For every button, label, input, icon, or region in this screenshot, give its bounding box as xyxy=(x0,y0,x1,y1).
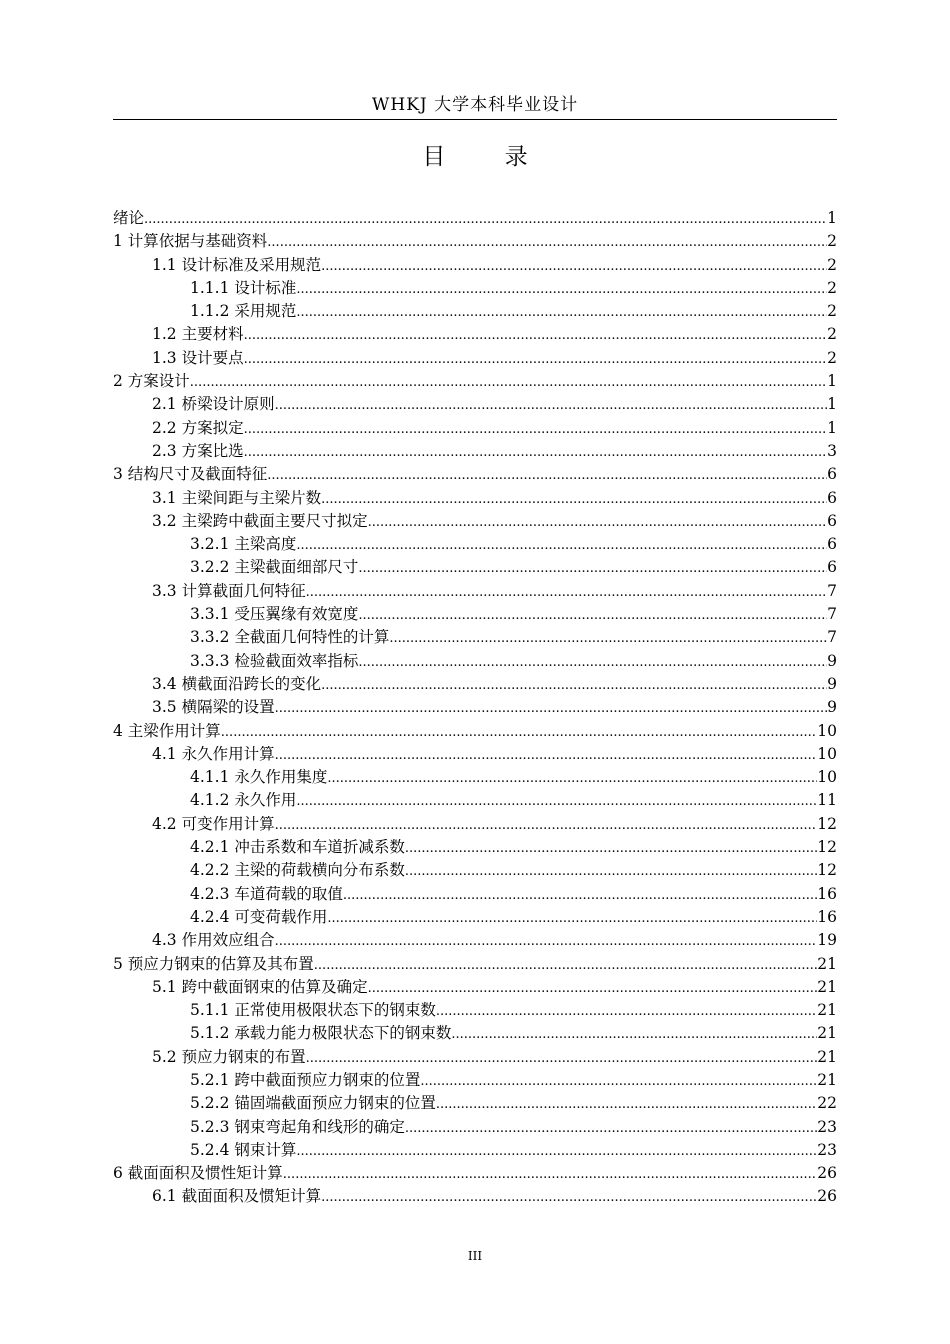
toc-entry-label: 4.2.1 冲击系数和车道折减系数 xyxy=(190,838,405,857)
toc-entry-label: 1.1.2 采用规范 xyxy=(190,302,297,321)
toc-entry-label: 5.1.2 承载力能力极限状态下的钢束数 xyxy=(190,1024,452,1043)
toc-dot-leader xyxy=(244,418,828,441)
toc-entry-label: 4.1 永久作用计算 xyxy=(152,744,275,763)
toc-entry-label: 3 结构尺寸及截面特征 xyxy=(113,465,268,484)
toc-entry-page: 23 xyxy=(817,1140,837,1159)
toc-entry[interactable] xyxy=(113,510,837,533)
toc-dot-leader xyxy=(405,837,817,860)
toc-entry[interactable] xyxy=(113,1069,837,1092)
toc-dot-leader xyxy=(306,1047,818,1070)
toc-entry[interactable] xyxy=(113,230,837,253)
toc-entry-label: 4.2.3 车道荷载的取值 xyxy=(190,884,343,903)
page-header: WHKJ 大学本科毕业设计 xyxy=(371,95,579,115)
toc-entry-page: 21 xyxy=(817,1047,837,1066)
toc-dot-leader xyxy=(296,790,817,813)
toc-dot-leader xyxy=(358,557,827,580)
toc-entry-label: 4 主梁作用计算 xyxy=(113,721,221,740)
toc-dot-leader xyxy=(275,394,828,417)
toc-entry-label: 4.2 可变作用计算 xyxy=(152,814,275,833)
toc-entry-page: 9 xyxy=(827,674,837,693)
toc-entry[interactable] xyxy=(113,277,837,300)
toc-entry[interactable] xyxy=(113,999,837,1022)
toc-entry-label: 5.2.3 钢束弯起角和线形的确定 xyxy=(190,1117,405,1136)
toc-entry-page: 6 xyxy=(827,535,837,554)
toc-entry-label: 3.5 横隔梁的设置 xyxy=(152,698,275,717)
toc-entry-page: 10 xyxy=(817,721,837,740)
toc-entry[interactable] xyxy=(113,347,837,370)
toc-entry[interactable] xyxy=(113,254,837,277)
toc-dot-leader xyxy=(283,1163,817,1186)
toc-entry[interactable] xyxy=(113,393,837,416)
toc-entry-page: 2 xyxy=(827,232,837,251)
toc-dot-leader xyxy=(296,278,827,301)
toc-entry-label: 3.2 主梁跨中截面主要尺寸拟定 xyxy=(152,511,368,530)
toc-entry-page: 6 xyxy=(827,465,837,484)
toc-entry[interactable] xyxy=(113,1092,837,1115)
toc-entry-page: 10 xyxy=(817,768,837,787)
toc-entry-label: 5.2.2 锚固端截面预应力钢束的位置 xyxy=(190,1094,436,1113)
toc-entry-page: 21 xyxy=(817,954,837,973)
toc-entry[interactable] xyxy=(113,953,837,976)
toc-entry-label: 4.1.1 永久作用集度 xyxy=(190,768,328,787)
toc-entry-label: 5.2.4 钢束计算 xyxy=(190,1140,297,1159)
toc-entry-label: 3.3.2 全截面几何特性的计算 xyxy=(190,628,390,647)
toc-title: 目 录 xyxy=(422,144,554,170)
toc-entry[interactable] xyxy=(113,906,837,929)
toc-dot-leader xyxy=(275,814,818,837)
toc-dot-leader xyxy=(221,721,817,744)
toc-entry[interactable] xyxy=(113,1185,837,1208)
toc-entry[interactable] xyxy=(113,1046,837,1069)
toc-entry[interactable] xyxy=(113,1162,837,1185)
toc-entry-page: 9 xyxy=(827,698,837,717)
toc-entry-page: 26 xyxy=(817,1164,837,1183)
toc-dot-leader xyxy=(314,954,817,977)
toc-entry-label: 1.1.1 设计标准 xyxy=(190,278,297,297)
toc-entry-page: 2 xyxy=(827,302,837,321)
toc-entry-label: 3.3.1 受压翼缘有效宽度 xyxy=(190,605,359,624)
toc-entry-page: 7 xyxy=(827,628,837,647)
toc-entry-label: 4.2.2 主梁的荷载横向分布系数 xyxy=(190,861,405,880)
toc-dot-leader xyxy=(343,884,817,907)
toc-entry[interactable] xyxy=(113,463,837,486)
toc-entry[interactable] xyxy=(113,580,837,603)
toc-dot-leader xyxy=(358,604,827,627)
toc-dot-leader xyxy=(321,488,827,511)
table-of-contents xyxy=(113,207,837,1209)
toc-entry-page: 2 xyxy=(827,325,837,344)
toc-entry-page: 16 xyxy=(817,884,837,903)
toc-dot-leader xyxy=(275,697,828,720)
toc-dot-leader xyxy=(321,674,827,697)
header-rule xyxy=(113,119,837,120)
toc-entry-page: 12 xyxy=(817,814,837,833)
toc-entry-label: 2 方案设计 xyxy=(113,372,190,391)
toc-entry-label: 3.4 横截面沿跨长的变化 xyxy=(152,674,322,693)
toc-entry[interactable] xyxy=(113,603,837,626)
toc-dot-leader xyxy=(436,1093,817,1116)
toc-dot-leader xyxy=(275,930,818,953)
toc-entry[interactable] xyxy=(113,929,837,952)
toc-dot-leader xyxy=(405,1117,817,1140)
toc-entry-page: 19 xyxy=(817,931,837,950)
toc-entry-page: 1 xyxy=(827,395,837,414)
toc-entry-label: 3.2.1 主梁高度 xyxy=(190,535,297,554)
toc-entry-page: 9 xyxy=(827,651,837,670)
toc-entry-page: 23 xyxy=(817,1117,837,1136)
toc-dot-leader xyxy=(244,441,828,464)
toc-entry-page: 6 xyxy=(827,488,837,507)
toc-entry[interactable] xyxy=(113,300,837,323)
toc-entry[interactable] xyxy=(113,1022,837,1045)
toc-dot-leader xyxy=(321,1186,817,1209)
toc-dot-leader xyxy=(420,1070,817,1093)
toc-entry[interactable] xyxy=(113,323,837,346)
toc-dot-leader xyxy=(190,371,827,394)
toc-entry-page: 16 xyxy=(817,907,837,926)
toc-entry-label: 4.3 作用效应组合 xyxy=(152,931,275,950)
toc-dot-leader xyxy=(244,348,828,371)
page-number: III xyxy=(467,1249,483,1263)
toc-entry-page: 2 xyxy=(827,278,837,297)
toc-dot-leader xyxy=(368,977,818,1000)
toc-dot-leader xyxy=(267,464,827,487)
toc-dot-leader xyxy=(327,907,817,930)
toc-dot-leader xyxy=(321,255,827,278)
toc-entry-label: 绪论 xyxy=(113,209,145,227)
toc-entry[interactable] xyxy=(113,766,837,789)
toc-entry[interactable] xyxy=(113,1116,837,1139)
toc-entry-label: 4.2.4 可变荷载作用 xyxy=(190,907,328,926)
toc-entry[interactable] xyxy=(113,743,837,766)
toc-entry-label: 3.2.2 主梁截面细部尺寸 xyxy=(190,558,359,577)
toc-entry-label: 5.2.1 跨中截面预应力钢束的位置 xyxy=(190,1070,421,1089)
toc-entry[interactable] xyxy=(113,417,837,440)
toc-entry[interactable] xyxy=(113,626,837,649)
toc-dot-leader xyxy=(327,767,817,790)
toc-entry-page: 6 xyxy=(827,558,837,577)
toc-dot-leader xyxy=(368,511,828,534)
toc-entry-page: 6 xyxy=(827,511,837,530)
toc-entry-page: 3 xyxy=(827,441,837,460)
toc-entry[interactable] xyxy=(113,673,837,696)
toc-entry-page: 21 xyxy=(817,1024,837,1043)
toc-entry-label: 5.1.1 正常使用极限状态下的钢束数 xyxy=(190,1001,436,1020)
toc-entry-page: 2 xyxy=(827,255,837,274)
toc-entry-page: 21 xyxy=(817,977,837,996)
toc-entry[interactable] xyxy=(113,859,837,882)
toc-dot-leader xyxy=(306,581,828,604)
toc-entry-page: 2 xyxy=(827,348,837,367)
toc-dot-leader xyxy=(451,1023,817,1046)
toc-entry[interactable] xyxy=(113,556,837,579)
toc-entry-label: 2.2 方案拟定 xyxy=(152,418,244,437)
toc-entry[interactable] xyxy=(113,440,837,463)
toc-entry[interactable] xyxy=(113,813,837,836)
toc-entry-page: 10 xyxy=(817,744,837,763)
toc-entry[interactable] xyxy=(113,487,837,510)
toc-entry[interactable] xyxy=(113,789,837,812)
toc-dot-leader xyxy=(296,1140,817,1163)
toc-entry-label: 3.1 主梁间距与主梁片数 xyxy=(152,488,322,507)
toc-entry[interactable] xyxy=(113,720,837,743)
toc-entry-label: 1.1 设计标准及采用规范 xyxy=(152,255,322,274)
toc-entry-label: 5.1 跨中截面钢束的估算及确定 xyxy=(152,977,368,996)
toc-entry-label: 5 预应力钢束的估算及其布置 xyxy=(113,954,314,973)
toc-entry-label: 1.3 设计要点 xyxy=(152,348,244,367)
toc-entry-page: 7 xyxy=(827,605,837,624)
toc-entry[interactable] xyxy=(113,1139,837,1162)
toc-entry-page: 7 xyxy=(827,581,837,600)
toc-entry-page: 12 xyxy=(817,838,837,857)
toc-entry-page: 26 xyxy=(817,1187,837,1206)
toc-entry-label: 1.2 主要材料 xyxy=(152,325,244,344)
toc-entry-page: 1 xyxy=(827,372,837,391)
toc-dot-leader xyxy=(144,208,827,231)
toc-dot-leader xyxy=(296,301,827,324)
toc-dot-leader xyxy=(405,860,817,883)
toc-entry-page: 1 xyxy=(827,209,837,227)
toc-entry-label: 3.3.3 检验截面效率指标 xyxy=(190,651,359,670)
toc-entry-label: 2.3 方案比选 xyxy=(152,441,244,460)
toc-entry-page: 11 xyxy=(817,791,837,810)
toc-entry[interactable] xyxy=(113,207,837,230)
toc-entry[interactable] xyxy=(113,533,837,556)
toc-dot-leader xyxy=(267,231,827,254)
toc-entry[interactable] xyxy=(113,836,837,859)
toc-dot-leader xyxy=(244,324,828,347)
toc-entry-label: 2.1 桥梁设计原则 xyxy=(152,395,275,414)
toc-entry-label: 3.3 计算截面几何特征 xyxy=(152,581,306,600)
toc-entry-label: 6.1 截面面积及惯矩计算 xyxy=(152,1187,322,1206)
toc-dot-leader xyxy=(296,534,827,557)
toc-entry[interactable] xyxy=(113,883,837,906)
toc-dot-leader xyxy=(436,1000,817,1023)
toc-dot-leader xyxy=(358,651,827,674)
toc-entry-page: 21 xyxy=(817,1070,837,1089)
toc-entry-page: 1 xyxy=(827,418,837,437)
toc-entry-label: 5.2 预应力钢束的布置 xyxy=(152,1047,306,1066)
toc-entry-label: 6 截面面积及惯性矩计算 xyxy=(113,1164,283,1183)
toc-entry-label: 1 计算依据与基础资料 xyxy=(113,232,268,251)
toc-entry-page: 12 xyxy=(817,861,837,880)
toc-dot-leader xyxy=(275,744,818,767)
toc-entry-page: 21 xyxy=(817,1001,837,1020)
toc-entry[interactable] xyxy=(113,650,837,673)
toc-entry[interactable] xyxy=(113,696,837,719)
toc-entry-label: 4.1.2 永久作用 xyxy=(190,791,297,810)
toc-entry[interactable] xyxy=(113,370,837,393)
toc-entry[interactable] xyxy=(113,976,837,999)
toc-dot-leader xyxy=(389,627,827,650)
toc-entry-page: 22 xyxy=(817,1094,837,1113)
